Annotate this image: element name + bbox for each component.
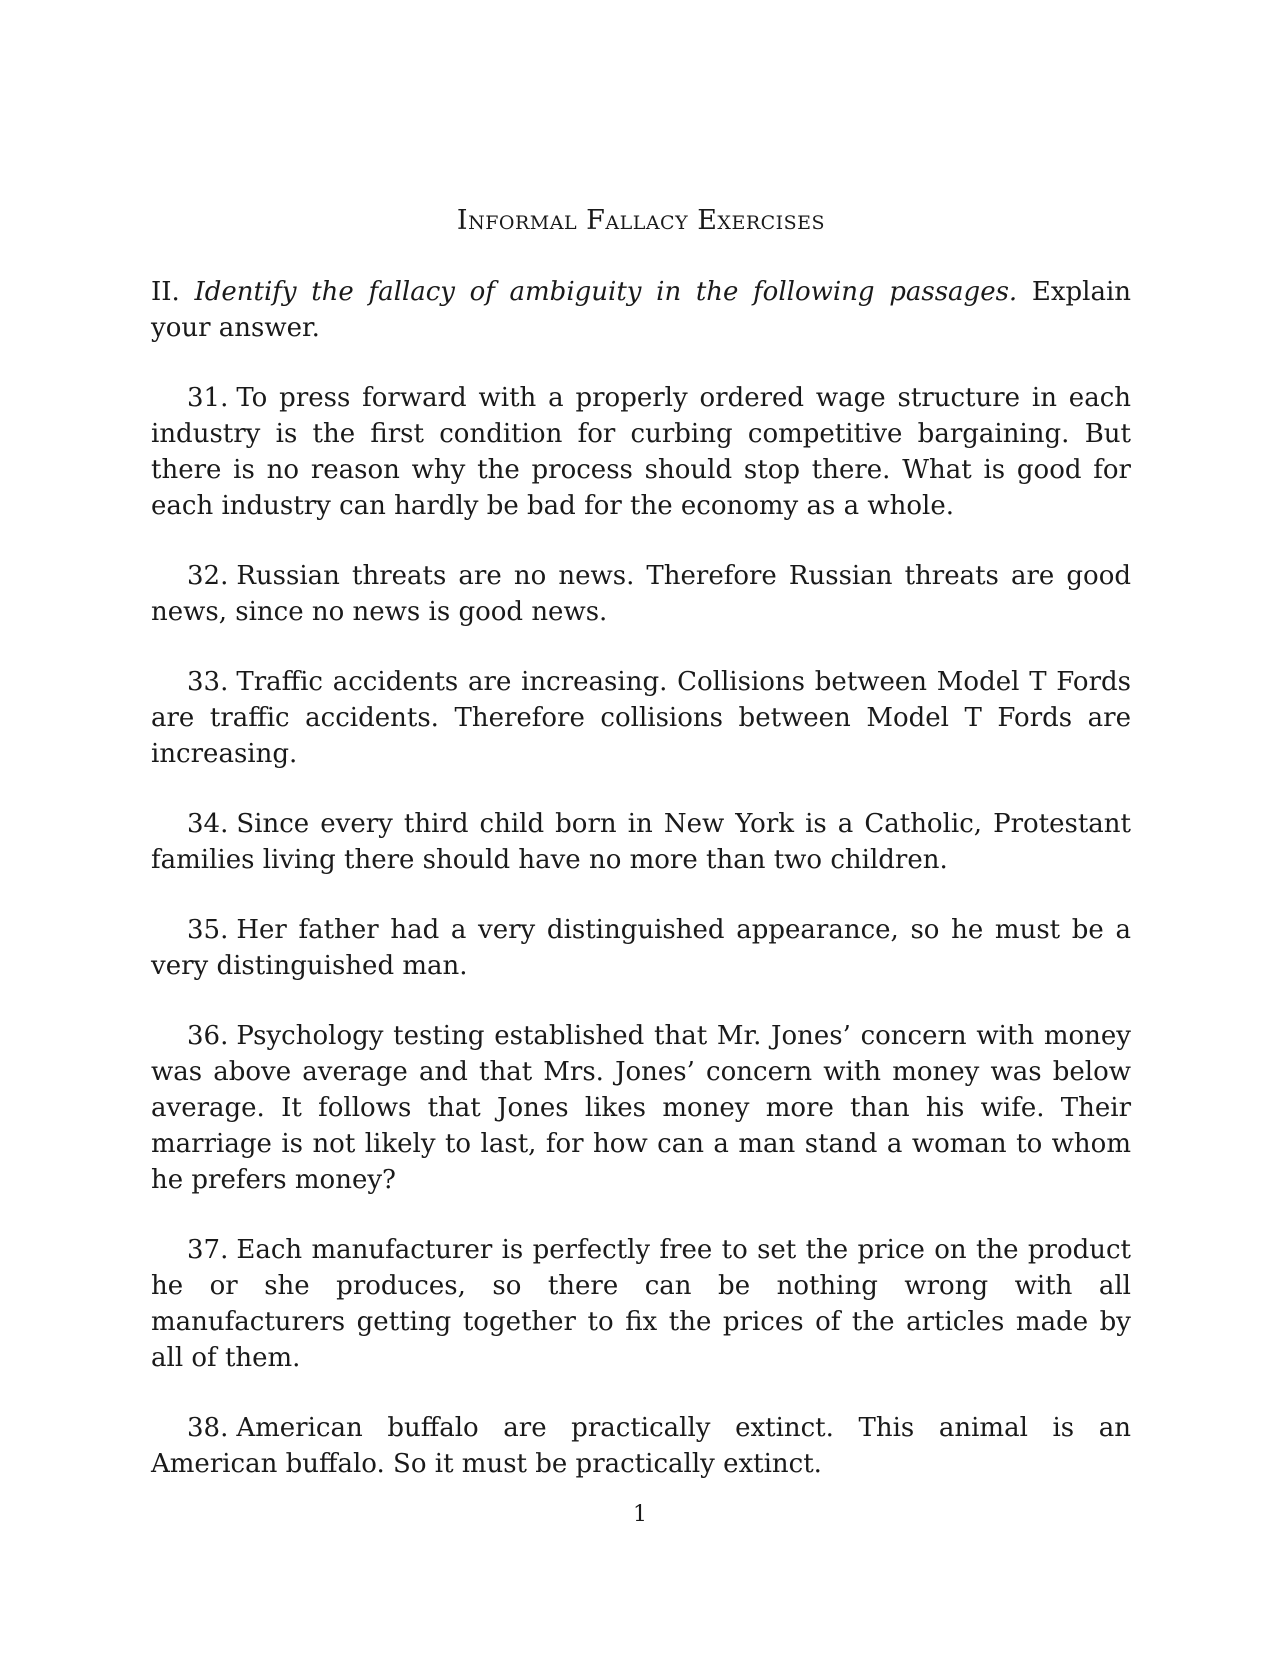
exercise-text: To press forward with a properly ordered wage structure in each industry is the first condition for curbing competitive bargaining. But there is no reason why the process should stop there. What is good for each industry can hardly be bad for the economy as a whole. [151, 383, 1131, 521]
exercise-34 [151, 806, 1131, 878]
exercise-36 [151, 1018, 1131, 1198]
instruction-plain: Explain your answer. [151, 277, 1132, 343]
exercise-text: Her father had a very distinguished appearance, so he must be a very distinguished man. [151, 915, 1131, 981]
section-numeral: II. [151, 277, 180, 307]
exercise-number: 32. [187, 561, 229, 591]
section-instructions [151, 274, 1131, 346]
exercise-number: 37. [187, 1235, 229, 1265]
exercise-number: 35. [187, 915, 229, 945]
exercise-text: Since every third child born in New York is a Catholic, Protestant families living there should have no more than two children. [151, 809, 1131, 875]
exercise-text: Traffic accidents are increasing. Collisions between Model T Fords are traffic accidents. Therefore collisions between Model T Fords are increasing. [151, 667, 1131, 769]
page-number: 1 [633, 1502, 647, 1527]
instruction-italic: Identify the fallacy of ambiguity in the following passages. [194, 277, 1018, 307]
exercise-32 [151, 558, 1131, 630]
exercise-37 [151, 1232, 1131, 1376]
document-page [151, 205, 1131, 1516]
exercise-35 [151, 912, 1131, 984]
exercise-text: Russian threats are no news. Therefore Russian threats are good news, since no news is good news. [151, 561, 1131, 627]
exercise-text: American buffalo are practically extinct. This animal is an American buffalo. So it must be practically extinct. [151, 1413, 1131, 1479]
exercise-number: 31. [187, 383, 229, 413]
page-title: Informal Fallacy Exercises [456, 205, 826, 236]
exercise-number: 36. [187, 1021, 229, 1051]
exercise-33 [151, 664, 1131, 772]
exercise-number: 33. [187, 667, 229, 697]
exercise-number: 34. [187, 809, 229, 839]
exercise-38 [151, 1410, 1131, 1482]
exercise-31 [151, 380, 1131, 524]
exercise-number: 38. [187, 1413, 229, 1443]
exercise-text: Each manufacturer is perfectly free to set the price on the product he or she produces, so there can be nothing wrong with all manufacturers getting together to fix the prices of the articles made by all of them. [151, 1235, 1131, 1373]
exercise-text: Psychology testing established that Mr. Jones’ concern with money was above average and that Mrs. Jones’ concern with money was below average. It follows that Jones likes money more than his wife. Their marriage is not likely to last, for how can a man stand a woman to whom he prefers money? [151, 1021, 1131, 1195]
